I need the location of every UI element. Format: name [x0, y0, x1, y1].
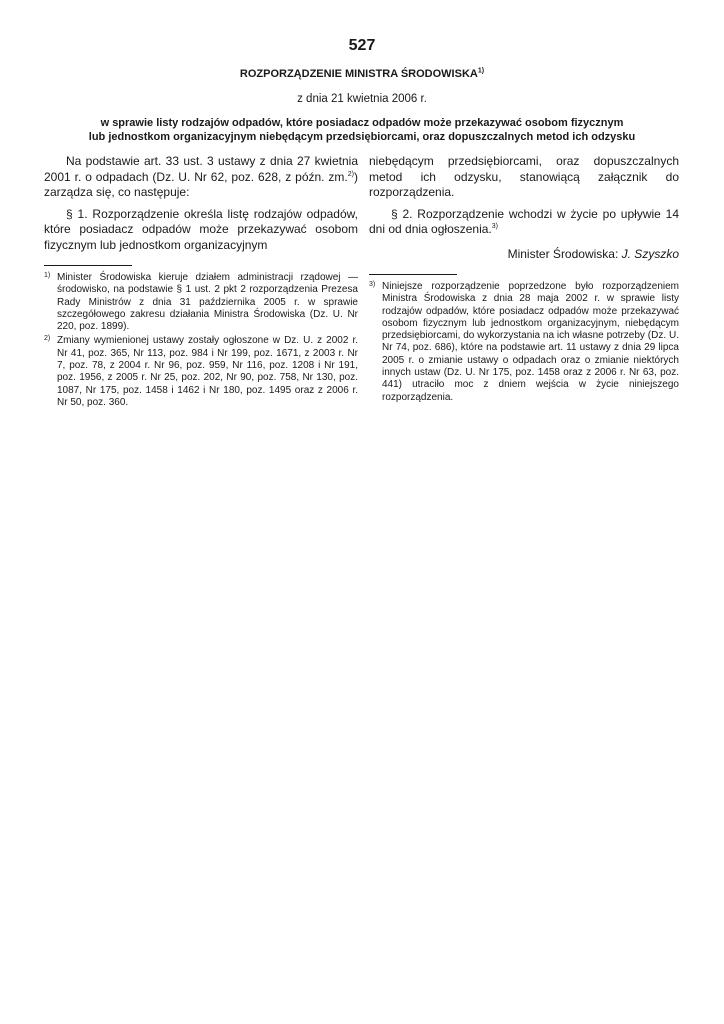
- title-text: ROZPORZĄDZENIE MINISTRA ŚRODOWISKA: [239, 68, 478, 80]
- signature-name: J. Szyszko: [621, 246, 679, 261]
- intro-text-after: ) zarządza się, co następuje:: [44, 169, 358, 199]
- footnote-divider-left: [44, 265, 132, 266]
- page-number: 527: [348, 37, 376, 54]
- section-2-paragraph: [369, 207, 679, 238]
- signature: [369, 247, 679, 263]
- footnote-2-mark: 2): [44, 335, 51, 343]
- footnote-3: [369, 281, 679, 404]
- section-1-continuation: niebędącym przedsiębiorcami, oraz dopuszczalnych metod ich odzysku, stanowiącą załącznik do rozporządzenia.: [369, 154, 679, 199]
- footnote-2-text: Zmiany wymienionej ustawy zostały ogłoszone w Dz. U. z 2002 r. Nr 41, poz. 365, Nr 113, poz. 984 i Nr 199, poz. 1671, z 2003 r. Nr 7, poz. 78, z 2004 r. Nr 96, poz. 959, Nr 116, poz. 1208 i Nr 191, poz. 1956, z 2005 r. Nr 25, poz. 202, Nr 90, poz. 758, Nr 130, poz. 1087, Nr 175, poz. 1458 i 1462 i Nr 180, poz. 1495 oraz z 2006 r. Nr 50, poz. 360.: [57, 335, 358, 408]
- right-column: [369, 154, 679, 404]
- section-2-text: § 2. Rozporządzenie wchodzi w życie po upływie 14 dni od dnia ogłoszenia.: [369, 206, 679, 236]
- footnotes-right: [369, 281, 679, 404]
- section-2-footnote-ref: 3): [491, 223, 498, 230]
- footnote-2: [44, 335, 358, 409]
- intro-paragraph: [44, 154, 358, 201]
- section-1-paragraph: § 1. Rozporządzenie określa listę rodzajów odpadów, które posiadacz odpadów może przekazywać osobom fizycznym lub jednostkom organizacyjnym: [44, 206, 358, 252]
- document-title: [0, 68, 724, 80]
- footnote-3-mark: 3): [369, 281, 376, 288]
- intro-text: Na podstawie art. 33 ust. 3 ustawy z dnia 27 kwietnia 2001 r. o odpadach (Dz. U. Nr 62, poz. 628, z późn. zm.: [44, 154, 358, 184]
- signature-role: Minister Środowiska:: [507, 246, 619, 261]
- left-column: [44, 154, 358, 409]
- footnote-1-text: Minister Środowiska kieruje działem administracji rządowej — środowisko, na podstawie § 1 ust. 2 pkt 2 rozporządzenia Prezesa Rady Ministrów z dnia 31 października 2005 r. w sprawie szczegółowego zakresu działania Ministra Środowiska (Dz. U. Nr 220, poz. 1899).: [57, 272, 358, 333]
- footnote-1: [44, 272, 358, 333]
- footnote-1-mark: 1): [44, 272, 51, 279]
- footnote-3-text: Niniejsze rozporządzenie poprzedzone było rozporządzeniem Ministra Środowiska z dnia 28 maja 2002 r. w sprawie listy rodzajów odpadów, które posiadacz odpadów może przekazywać osobom fizycznym lub jednostkom organizacyjnym, niebędącym przedsiębiorcami, do wykorzystania na ich własne potrzeby (Dz. U. Nr 74, poz. 686), które na podstawie art. 11 ustawy z dnia 29 lipca 2005 r. o zmianie ustawy o odpadach oraz o zmianie niektórych innych ustaw (Dz. U. Nr 175, poz. 1458 oraz z 2006 r. Nr 63, poz. 441) utraciło moc z dniem wejścia w życie niniejszego rozporządzenia.: [382, 281, 679, 403]
- document-date: z dnia 21 kwietnia 2006 r.: [297, 93, 427, 105]
- footnote-divider-right: [369, 274, 457, 275]
- subject-line-1: w sprawie listy rodzajów odpadów, które posiadacz odpadów może przekazywać osobom fizycznym: [100, 117, 624, 129]
- footnotes-left: [44, 272, 358, 409]
- title-footnote-ref: 1): [477, 67, 485, 75]
- intro-footnote-ref: 2): [347, 170, 354, 178]
- subject-line-2: lub jednostkom organizacyjnym niebędącym przedsiębiorcami, oraz dopuszczalnych metod ich odzysku: [88, 131, 636, 143]
- document-subject: [44, 116, 680, 144]
